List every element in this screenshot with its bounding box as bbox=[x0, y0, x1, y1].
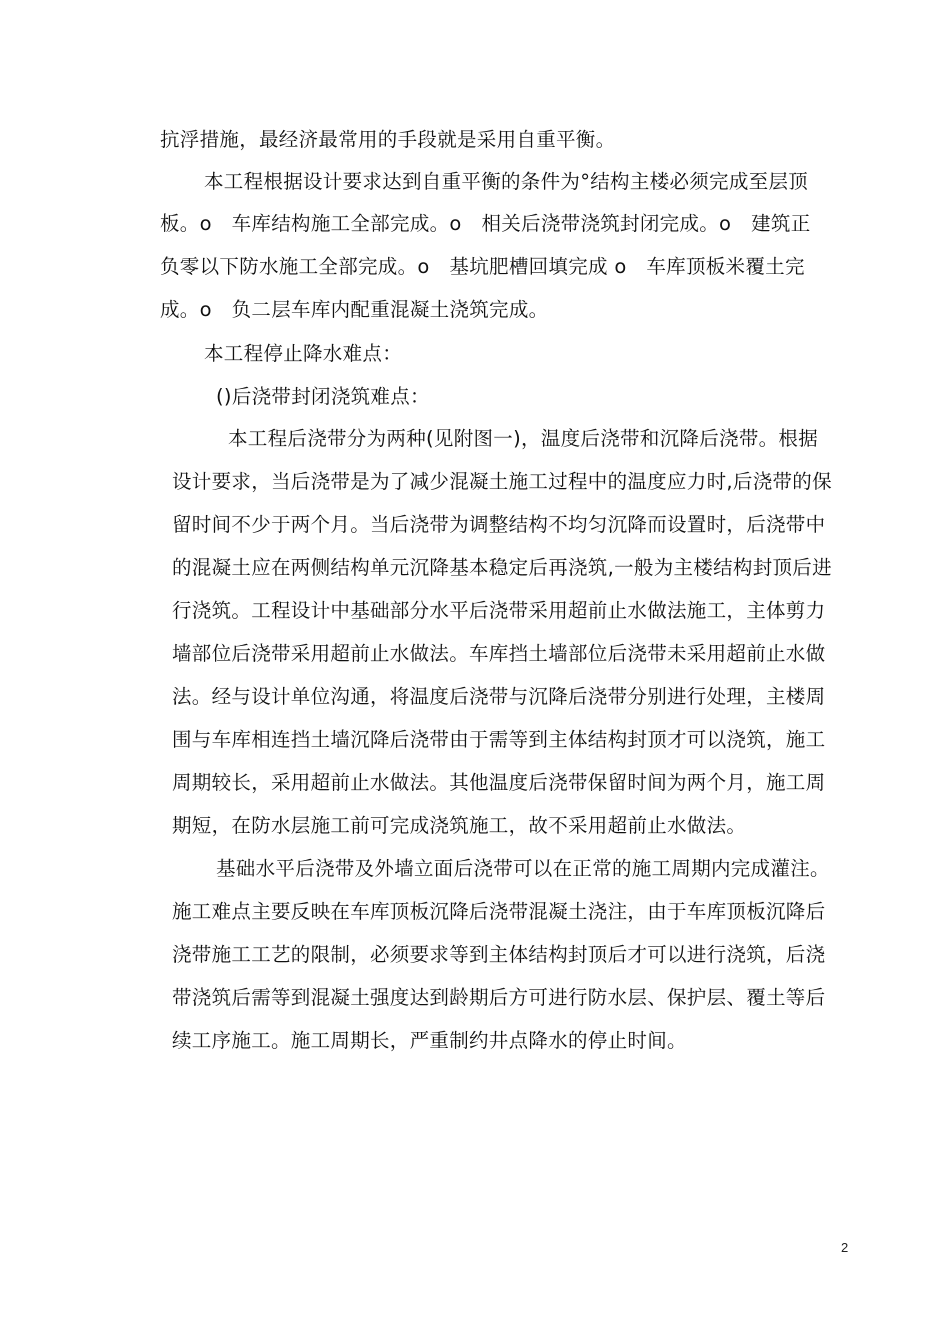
text-line: 法。经与设计单位沟通，将温度后浇带与沉降后浇带分别进行处理，主楼周 bbox=[172, 685, 826, 708]
text-line: 浇带施工工艺的限制，必须要求等到主体结构封顶后才可以进行浇筑，后浇 bbox=[172, 943, 826, 966]
text-line: 抗浮措施，最经济最常用的手段就是采用自重平衡。 bbox=[160, 128, 616, 151]
section-heading: 本工程停止降水难点： bbox=[204, 342, 403, 365]
text-line: 的混凝土应在两侧结构单元沉降基本稳定后再浇筑,一般为主楼结构封顶后进 bbox=[172, 556, 832, 579]
subsection-heading: ()后浇带封闭浇筑难点： bbox=[216, 385, 430, 408]
text-line: 本工程根据设计要求达到自重平衡的条件为°结构主楼必须完成至层顶 bbox=[204, 170, 809, 193]
text-line: 带浇筑后需等到混凝土强度达到龄期后方可进行防水层、保护层、覆土等后 bbox=[172, 986, 826, 1009]
text-line: 续工序施工。施工周期长，严重制约井点降水的停止时间。 bbox=[172, 1029, 687, 1052]
text-line: 本工程后浇带分为两种(见附图一)，温度后浇带和沉降后浇带。根据 bbox=[228, 427, 819, 450]
page-number: 2 bbox=[841, 1240, 849, 1255]
text-line: 基础水平后浇带及外墙立面后浇带可以在正常的施工周期内完成灌注。 bbox=[216, 857, 830, 880]
text-line: 周期较长，采用超前止水做法。其他温度后浇带保留时间为两个月，施工周 bbox=[172, 771, 826, 794]
text-line: 负零以下防水施工全部完成。o 基坑肥槽回填完成 o 车库顶板米覆土完 bbox=[160, 255, 805, 278]
text-line: 行浇筑。工程设计中基础部分水平后浇带采用超前止水做法施工，主体剪力 bbox=[172, 599, 826, 622]
text-line: 施工难点主要反映在车库顶板沉降后浇带混凝土浇注，由于车库顶板沉降后 bbox=[172, 900, 826, 923]
text-line: 期短，在防水层施工前可完成浇筑施工，故不采用超前止水做法。 bbox=[172, 814, 747, 837]
text-line: 板。o 车库结构施工全部完成。o 相关后浇带浇筑封闭完成。o 建筑正 bbox=[160, 212, 811, 235]
text-line: 围与车库相连挡土墙沉降后浇带由于需等到主体结构封顶才可以浇筑，施工 bbox=[172, 728, 826, 751]
text-line: 设计要求，当后浇带是为了减少混凝土施工过程中的温度应力时,后浇带的保 bbox=[172, 470, 832, 493]
text-line: 墙部位后浇带采用超前止水做法。车库挡土墙部位后浇带未采用超前止水做 bbox=[172, 642, 826, 665]
text-line: 留时间不少于两个月。当后浇带为调整结构不均匀沉降而设置时，后浇带中 bbox=[172, 513, 826, 536]
text-line: 成。o 负二层车库内配重混凝土浇筑完成。 bbox=[160, 298, 549, 321]
